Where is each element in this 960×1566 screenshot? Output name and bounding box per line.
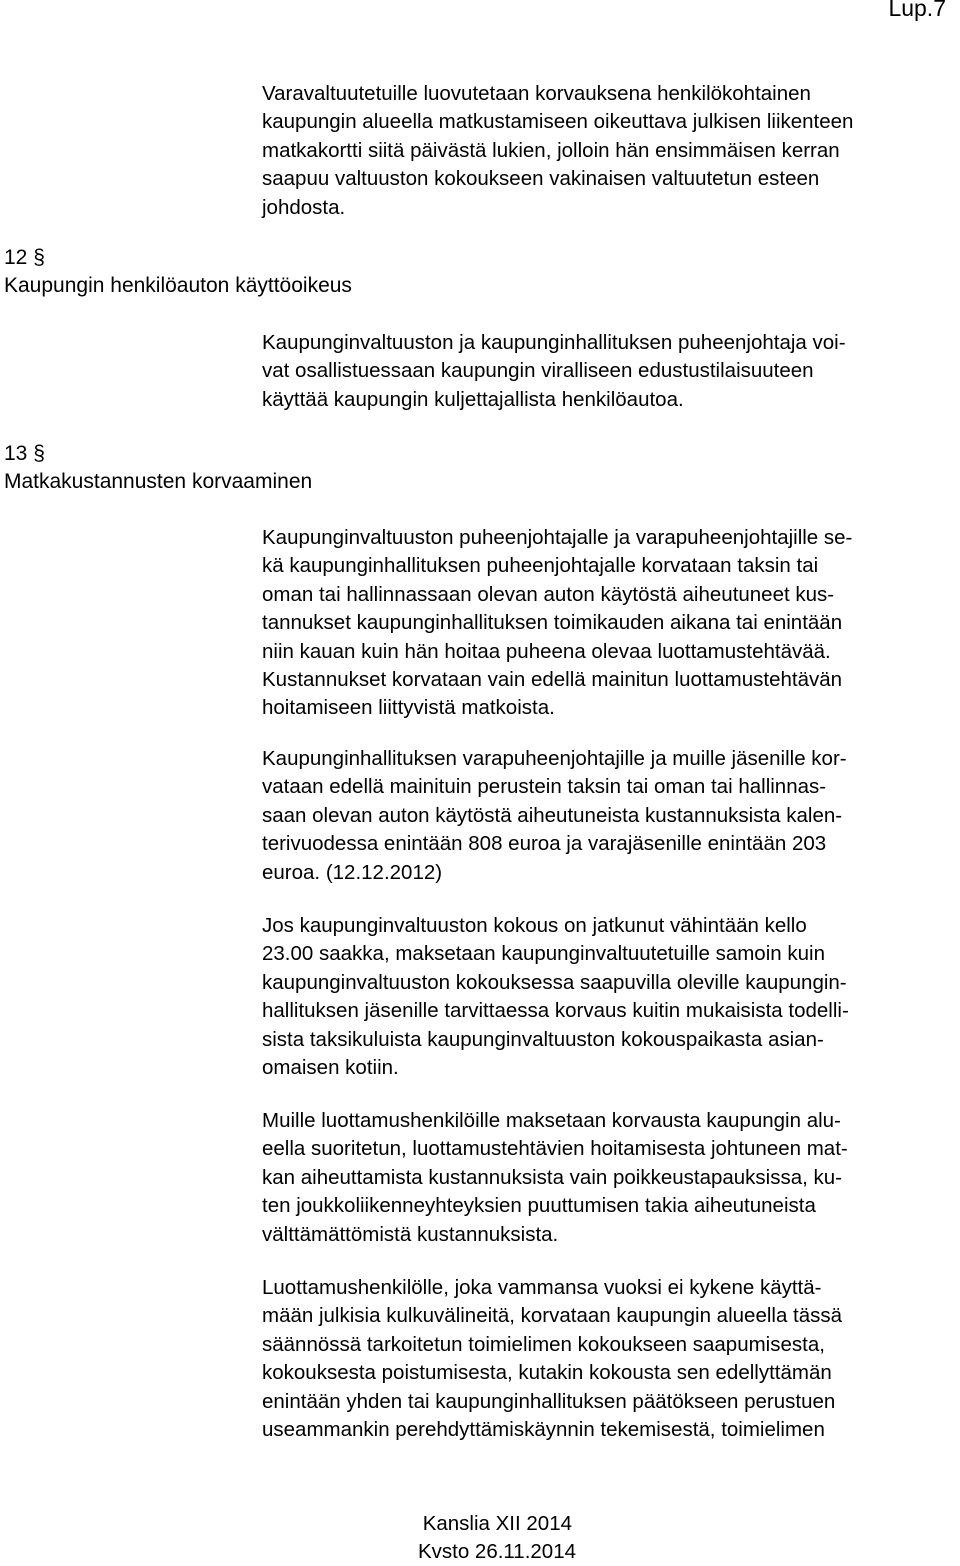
text-line: enintään yhden tai kaupunginhallituksen päätökseen perustuen [262,1389,836,1413]
text-line: vataan edellä mainituin perustein taksin tai oman tai hallinnas- [262,775,827,799]
text-line: kokouksesta poistumisesta, kutakin kokousta sen edellyttämän [262,1361,832,1385]
text-line: säännössä tarkoitetun toimielimen kokoukseen saapumisesta, [262,1332,825,1356]
text-line: kaupungin alueella matkustamiseen oikeuttava julkisen liikenteen [262,110,854,134]
text-line: saapuu valtuuston kokoukseen vakinaisen valtuutetun esteen [262,167,820,191]
text-line: välttämättömistä kustannuksista. [262,1222,559,1246]
text-line: mään julkisia kulkuvälineitä, korvataan kaupungin alueella tässä [262,1304,843,1328]
text-line: ten joukkoliikenneyhteyksien puuttumisen takia aiheutuneista [262,1194,816,1218]
paragraph-chair-travel-costs [262,524,952,723]
text-line: 23.00 saakka, maksetaan kaupunginvaltuutetuille samoin kuin [262,942,825,966]
text-line: niin kauan kuin hän hoitaa puheena olevaa luottamustehtävää. [262,639,831,663]
paragraph-city-car-use [262,329,952,414]
section-12-title: Kaupungin henkilöauton käyttöoikeus [4,274,352,297]
text-line: Jos kaupunginvaltuuston kokous on jatkunut vähintään kello [262,914,807,937]
text-line: Muille luottamushenkilöille maksetaan korvausta kaupungin alu- [262,1109,841,1132]
footer-line-office: Kanslia XII 2014 [422,1512,572,1535]
text-line: käyttää kaupungin kuljettajallista henkilöautoa. [262,387,684,411]
text-line: useammankin perehdyttämiskäynnin tekemisestä, toimielimen [262,1418,825,1442]
text-line: euroa. (12.12.2012) [262,860,443,884]
footer [0,1510,960,1566]
text-line: kä kaupunginhallituksen puheenjohtajalle korvataan taksin tai [262,554,819,578]
text-line: saan olevan auton käytöstä aiheutuneista kustannuksista kalen- [262,803,843,827]
chapter-label: Lup.7 [888,0,946,21]
paragraph-other-trustees [262,1107,952,1249]
text-line: kaupunginvaltuuston kokouksessa saapuvilla oleville kaupungin- [262,970,847,994]
paragraph-disability-travel [262,1274,952,1444]
text-line: Kustannukset korvataan vain edellä mainitun luottamustehtävän [262,668,843,692]
text-line: vat osallistuessaan kaupungin viralliseen edustustilaisuuteen [262,359,814,383]
text-line: Kaupunginvaltuuston puheenjohtajalle ja varapuheenjohtajille se- [262,526,853,549]
text-line: matkakortti siitä päivästä lukien, jolloin hän ensimmäisen kerran [262,138,840,162]
text-line: Kaupunginhallituksen varapuheenjohtajille ja muille jäsenille kor- [262,747,847,770]
text-line: Luottamushenkilölle, joka vammansa vuoksi ei kykene käyttä- [262,1276,822,1299]
paragraph-board-member-costs [262,745,952,887]
text-line: terivuodessa enintään 808 euroa ja varajäsenille enintään 203 [262,832,827,856]
text-line: Varavaltuutetuille luovutetaan korvauksena henkilökohtainen [262,82,811,105]
text-line: Kaupunginvaltuuston ja kaupunginhallituksen puheenjohtaja voi- [262,331,846,354]
paragraph-late-meeting-taxi [262,912,952,1082]
paragraph-substitute-travel-card [262,80,952,222]
text-line: omaisen kotiin. [262,1056,399,1080]
section-12-number: 12 § [4,246,45,269]
text-line: hoitamiseen liittyvistä matkoista. [262,696,555,720]
section-13-title: Matkakustannusten korvaaminen [4,470,313,493]
text-line: johdosta. [262,195,346,219]
section-13-number: 13 § [4,442,45,465]
text-line: oman tai hallinnassaan olevan auton käytöstä aiheutuneet kus- [262,582,835,606]
footer-line-date: Kvsto 26.11.2014 [417,1540,576,1563]
text-line: eella suoritetun, luottamustehtävien hoitamisesta johtuneen mat- [262,1137,848,1161]
text-line: kan aiheuttamista kustannuksista vain poikkeustapauksissa, ku- [262,1165,843,1189]
text-line: sista taksikuluista kaupunginvaltuuston kokouspaikasta asian- [262,1027,824,1051]
text-line: tannukset kaupunginhallituksen toimikauden aikana tai enintään [262,611,843,635]
text-line: hallituksen jäsenille tarvittaessa korvaus kuitin mukaisista todelli- [262,999,849,1023]
